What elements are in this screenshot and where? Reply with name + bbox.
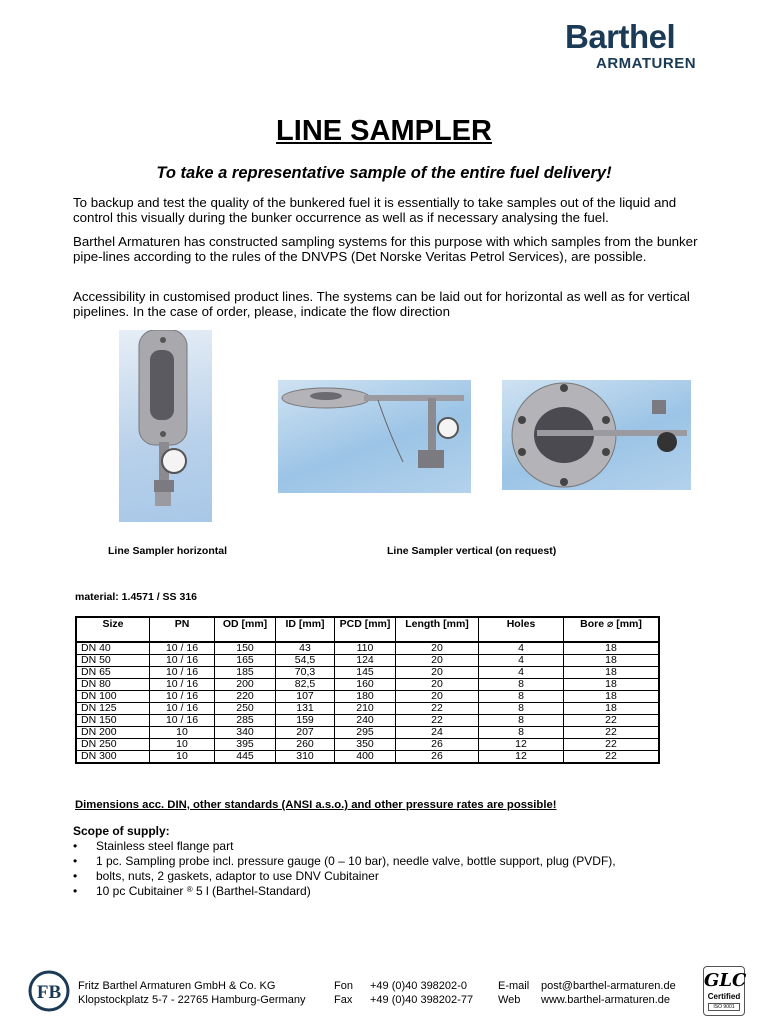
table-header-cell: Size [76, 617, 150, 642]
bullet-icon: • [73, 854, 78, 868]
table-header-cell: OD [mm] [215, 617, 276, 642]
table-cell: 400 [335, 751, 396, 764]
table-cell: DN 50 [76, 655, 150, 667]
footer-company: Fritz Barthel Armaturen GmbH & Co. KG [78, 980, 276, 992]
table-cell: DN 40 [76, 642, 150, 655]
table-cell: 395 [215, 739, 276, 751]
photo-line-sampler-vertical-1 [278, 380, 471, 493]
table-cell: 10 / 16 [150, 642, 215, 655]
table-cell: 150 [215, 642, 276, 655]
svg-text:FB: FB [36, 982, 62, 1003]
table-cell: 250 [215, 703, 276, 715]
table-cell: 8 [479, 679, 564, 691]
table-cell: 131 [276, 703, 335, 715]
table-row [76, 739, 659, 751]
table-row [76, 703, 659, 715]
table-cell: 4 [479, 642, 564, 655]
table-cell: DN 150 [76, 715, 150, 727]
table-cell: 18 [564, 679, 660, 691]
table-row [76, 655, 659, 667]
table-cell: 340 [215, 727, 276, 739]
table-cell: 110 [335, 642, 396, 655]
footer-phone-label: Fon [334, 980, 353, 992]
table-cell: 200 [215, 679, 276, 691]
table-cell: 10 [150, 727, 215, 739]
scope-title: Scope of supply: [73, 824, 170, 838]
table-cell: 185 [215, 667, 276, 679]
table-cell: DN 80 [76, 679, 150, 691]
table-header-cell: PCD [mm] [335, 617, 396, 642]
table-cell: 8 [479, 715, 564, 727]
table-cell: 22 [564, 715, 660, 727]
table-cell: 12 [479, 751, 564, 764]
table-body [76, 642, 659, 763]
table-cell: 26 [396, 751, 479, 764]
table-cell: 445 [215, 751, 276, 764]
table-cell: 4 [479, 667, 564, 679]
table-cell: 145 [335, 667, 396, 679]
fb-logo-icon [28, 970, 70, 1012]
table-cell: 18 [564, 667, 660, 679]
table-cell: 240 [335, 715, 396, 727]
table-cell: 82,5 [276, 679, 335, 691]
footer-phone: +49 (0)40 398202-0 [370, 980, 467, 992]
intro-paragraph-3: Accessibility in customised product lines. The systems can be laid out for horizontal as well as for vertical pipelines. In the case of order, please, indicate the flow direction [73, 289, 690, 319]
footer-web-link[interactable]: www.barthel-armaturen.de [541, 994, 671, 1006]
list-item: • Stainless steel flange part [73, 839, 234, 853]
table-cell: 210 [335, 703, 396, 715]
table-cell: 18 [564, 655, 660, 667]
table-cell: DN 250 [76, 739, 150, 751]
table-header-row [76, 617, 659, 642]
caption-vertical: Line Sampler vertical (on request) [387, 545, 557, 557]
intro-paragraph-2: Barthel Armaturen has constructed sampling systems for this purpose with which samples from the bunker pipe-lines according to the rules of the DNVPS (Det Norske Veritas Petrol Services), are possible. [73, 234, 698, 264]
table-header-cell: Bore ⌀ [mm] [564, 617, 660, 642]
photo-line-sampler-horizontal [119, 330, 212, 522]
table-cell: 12 [479, 739, 564, 751]
table-cell: 22 [396, 715, 479, 727]
table-cell: 310 [276, 751, 335, 764]
table-header-cell: Length [mm] [396, 617, 479, 642]
table-cell: 4 [479, 655, 564, 667]
table-header-cell: ID [mm] [276, 617, 335, 642]
table-cell: 159 [276, 715, 335, 727]
caption-horizontal: Line Sampler horizontal [108, 545, 228, 557]
table-cell: 10 / 16 [150, 703, 215, 715]
table-cell: 160 [335, 679, 396, 691]
table-row [76, 642, 659, 655]
footer-email-link[interactable]: post@barthel-armaturen.de [541, 980, 676, 992]
bullet-icon: • [73, 869, 78, 883]
table-cell: 295 [335, 727, 396, 739]
table-cell: 20 [396, 655, 479, 667]
table-cell: 107 [276, 691, 335, 703]
table-cell: 18 [564, 642, 660, 655]
table-cell: 8 [479, 691, 564, 703]
table-cell: 10 / 16 [150, 679, 215, 691]
scope-list [73, 839, 616, 899]
table-cell: DN 125 [76, 703, 150, 715]
table-cell: 220 [215, 691, 276, 703]
table-row [76, 727, 659, 739]
footer-address: Klopstockplatz 5-7 - 22765 Hamburg-Germany [78, 994, 306, 1006]
page-subtitle: To take a representative sample of the entire fuel delivery! [156, 164, 612, 182]
table-cell: DN 200 [76, 727, 150, 739]
table-cell: 22 [396, 703, 479, 715]
table-cell: 20 [396, 691, 479, 703]
footer-fax: +49 (0)40 398202-77 [370, 994, 474, 1006]
photo-line-sampler-vertical-2 [502, 380, 691, 490]
table-cell: 10 / 16 [150, 715, 215, 727]
table-cell: 10 / 16 [150, 691, 215, 703]
table-cell: 165 [215, 655, 276, 667]
table-cell: 20 [396, 667, 479, 679]
table-cell: 22 [564, 727, 660, 739]
footer-email-label: E-mail [498, 980, 530, 992]
table-row [76, 691, 659, 703]
table-cell: 24 [396, 727, 479, 739]
table-cell: 10 [150, 751, 215, 764]
table-cell: 124 [335, 655, 396, 667]
table-header-cell: PN [150, 617, 215, 642]
list-item: • 10 pc Cubitainer ® 5 l (Barthel-Standard) [73, 884, 311, 898]
table-cell: 10 / 16 [150, 667, 215, 679]
intro-paragraph-1: To backup and test the quality of the bunkered fuel it is essentially to take samples out of the liquid and control this visually during the bunker occurrence as well as if necessary analysing the fuel. [73, 195, 677, 225]
table-cell: 54,5 [276, 655, 335, 667]
table-row [76, 679, 659, 691]
table-cell: 8 [479, 703, 564, 715]
table-cell: 260 [276, 739, 335, 751]
table-cell: 207 [276, 727, 335, 739]
table-row [76, 715, 659, 727]
glc-certified-badge: GLC Certified ISO 9001 [703, 966, 745, 1016]
table-cell: 20 [396, 642, 479, 655]
table-cell: 22 [564, 751, 660, 764]
table-cell: 8 [479, 727, 564, 739]
page-title: LINE SAMPLER [276, 115, 492, 147]
footer-fax-label: Fax [334, 994, 353, 1006]
table-cell: 285 [215, 715, 276, 727]
list-item: • bolts, nuts, 2 gaskets, adaptor to use DNV Cubitainer [73, 869, 379, 883]
table-cell: 22 [564, 739, 660, 751]
table-cell: 10 [150, 739, 215, 751]
table-header-cell: Holes [479, 617, 564, 642]
dimensions-table [75, 616, 660, 764]
bullet-icon: • [73, 884, 78, 898]
material-spec: material: 1.4571 / SS 316 [75, 591, 197, 603]
table-cell: 20 [396, 679, 479, 691]
list-item: • 1 pc. Sampling probe incl. pressure gauge (0 – 10 bar), needle valve, bottle support, plug (PVDF), [73, 854, 616, 868]
table-row [76, 751, 659, 764]
footer-web-label: Web [498, 994, 521, 1006]
table-cell: 70,3 [276, 667, 335, 679]
table-cell: DN 100 [76, 691, 150, 703]
table-cell: DN 65 [76, 667, 150, 679]
table-cell: 18 [564, 703, 660, 715]
dimensions-note: Dimensions acc. DIN, other standards (ANSI a.s.o.) and other pressure rates are possible! [75, 799, 557, 811]
bullet-icon: • [73, 839, 78, 853]
registered-mark: ® [186, 885, 193, 894]
table-cell: 43 [276, 642, 335, 655]
table-cell: 180 [335, 691, 396, 703]
table-cell: 10 / 16 [150, 655, 215, 667]
table-row [76, 667, 659, 679]
brand-logo: Barthel [565, 18, 676, 55]
table-cell: 350 [335, 739, 396, 751]
table-cell: DN 300 [76, 751, 150, 764]
table-cell: 26 [396, 739, 479, 751]
table-cell: 18 [564, 691, 660, 703]
brand-logo-sub: ARMATUREN [596, 55, 697, 72]
